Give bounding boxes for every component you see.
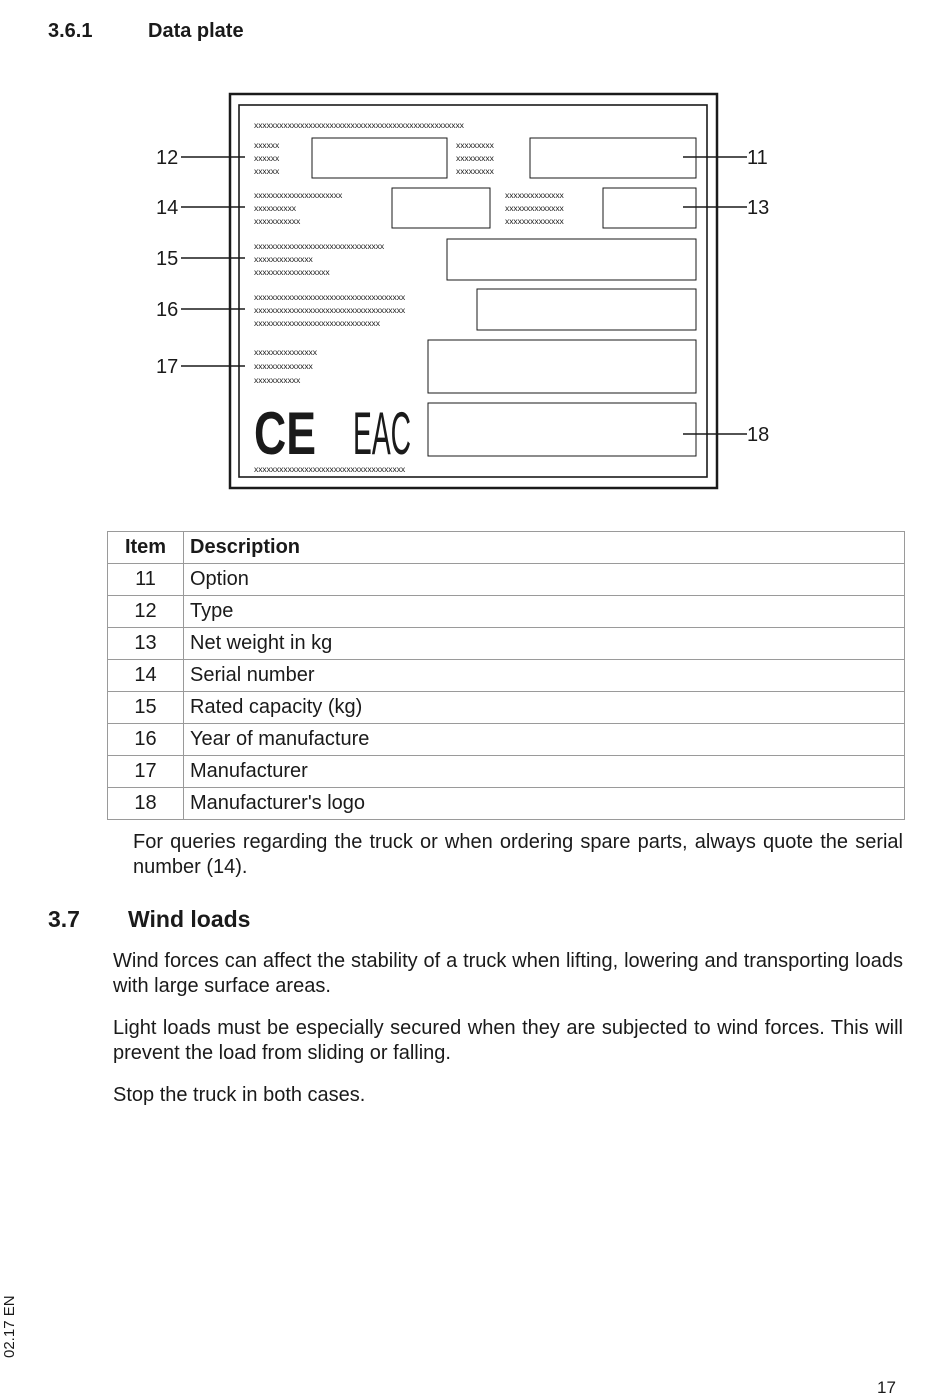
column-header-item: Item [108, 532, 184, 564]
placeholder-bottom: xxxxxxxxxxxxxxxxxxxxxxxxxxxxxxxxxxxx [254, 464, 406, 474]
item-number: 14 [108, 660, 184, 692]
placeholder-row1-mid-1: xxxxxxxxx [456, 140, 494, 150]
item-description: Rated capacity (kg) [184, 692, 905, 724]
callout-17: 17 [156, 356, 179, 378]
placeholder-row5-1: xxxxxxxxxxxxxxx [254, 347, 317, 357]
paragraph: Stop the truck in both cases. [113, 1084, 366, 1106]
table-row [108, 756, 905, 788]
callout-14: 14 [156, 197, 179, 219]
placeholder-row4-1: xxxxxxxxxxxxxxxxxxxxxxxxxxxxxxxxxxxx [254, 292, 406, 302]
item-number: 16 [108, 724, 184, 756]
item-description: Net weight in kg [184, 628, 905, 660]
placeholder-row3-1: xxxxxxxxxxxxxxxxxxxxxxxxxxxxxxx [254, 241, 385, 251]
section-title: Data plate [148, 20, 244, 42]
paragraph: Wind forces can affect the stability of a truck when lifting, lowering and transporting loads with large surface areas. [113, 950, 903, 997]
callout-11: 11 [747, 147, 768, 169]
placeholder-row1-mid-3: xxxxxxxxx [456, 166, 494, 176]
item-description: Manufacturer [184, 756, 905, 788]
table-header-row [108, 532, 905, 564]
table-row [108, 788, 905, 820]
data-plate-figure [150, 88, 790, 498]
item-description: Year of manufacture [184, 724, 905, 756]
placeholder-row2-mid-3: xxxxxxxxxxxxxx [505, 216, 564, 226]
placeholder-row1-left-3: xxxxxx [254, 166, 280, 176]
revision-code: 02.17 EN [1, 1295, 18, 1358]
table-row [108, 596, 905, 628]
table-row [108, 692, 905, 724]
table-row [108, 564, 905, 596]
serial-number-note: For queries regarding the truck or when ordering spare parts, always quote the serial number (14). [133, 831, 903, 878]
callout-13: 13 [747, 197, 770, 219]
item-number: 15 [108, 692, 184, 724]
placeholder-row1-left-1: xxxxxx [254, 140, 280, 150]
section-number: 3.7 [48, 906, 80, 932]
column-header-description: Description [184, 532, 905, 564]
placeholder-row3-2: xxxxxxxxxxxxxx [254, 254, 313, 264]
legend-table [107, 531, 905, 820]
item-number: 11 [108, 564, 184, 596]
table-row [108, 724, 905, 756]
item-number: 13 [108, 628, 184, 660]
placeholder-row5-3: xxxxxxxxxxx [254, 375, 301, 385]
placeholder-row1-left-2: xxxxxx [254, 153, 280, 163]
item-number: 17 [108, 756, 184, 788]
section-title: Wind loads [128, 906, 251, 932]
placeholder-row2-left-1: xxxxxxxxxxxxxxxxxxxxx [254, 190, 343, 200]
placeholder-row2-mid-2: xxxxxxxxxxxxxx [505, 203, 564, 213]
data-plate-drawing [150, 88, 790, 498]
callout-12: 12 [156, 147, 179, 169]
placeholder-row4-2: xxxxxxxxxxxxxxxxxxxxxxxxxxxxxxxxxxxx [254, 305, 406, 315]
paragraph: Light loads must be especially secured when they are subjected to wind forces. This will prevent the load from sliding or falling. [113, 1017, 903, 1064]
callout-18: 18 [747, 424, 770, 446]
item-description: Manufacturer's logo [184, 788, 905, 820]
placeholder-row2-mid-1: xxxxxxxxxxxxxx [505, 190, 564, 200]
placeholder-top: xxxxxxxxxxxxxxxxxxxxxxxxxxxxxxxxxxxxxxxxxxxxxxxxxx [254, 120, 464, 130]
ce-mark: CE [254, 400, 316, 467]
item-description: Type [184, 596, 905, 628]
eac-mark: EAC [353, 400, 411, 467]
callout-15: 15 [156, 248, 179, 270]
placeholder-row2-left-3: xxxxxxxxxxx [254, 216, 301, 226]
placeholder-row5-2: xxxxxxxxxxxxxx [254, 361, 313, 371]
placeholder-row4-3: xxxxxxxxxxxxxxxxxxxxxxxxxxxxxx [254, 318, 380, 328]
page-number: 17 [877, 1378, 896, 1397]
item-number: 12 [108, 596, 184, 628]
placeholder-row3-3: xxxxxxxxxxxxxxxxxx [254, 267, 330, 277]
item-number: 18 [108, 788, 184, 820]
item-description: Serial number [184, 660, 905, 692]
placeholder-row2-left-2: xxxxxxxxxx [254, 203, 296, 213]
table-row [108, 628, 905, 660]
placeholder-row1-mid-2: xxxxxxxxx [456, 153, 494, 163]
table-row [108, 660, 905, 692]
callout-16: 16 [156, 299, 179, 321]
section-number: 3.6.1 [48, 20, 93, 42]
item-description: Option [184, 564, 905, 596]
